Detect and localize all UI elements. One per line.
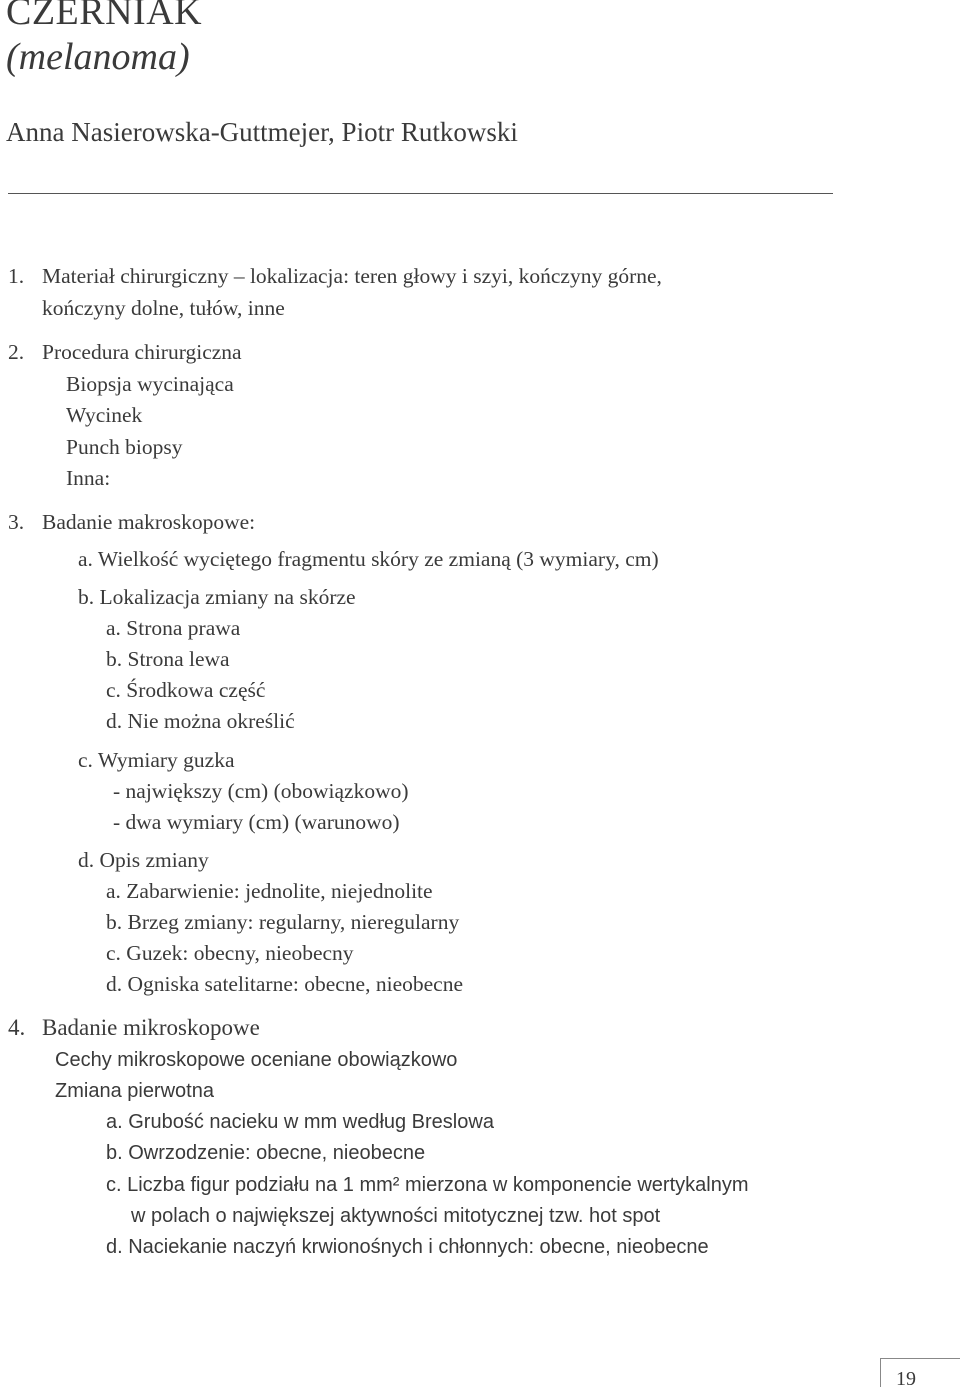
section-1-line-2: kończyny dolne, tułów, inne [42, 296, 285, 320]
document-title: CZERNIAK [6, 0, 203, 33]
section-3-item-d: d. Opis zmiany [78, 848, 209, 872]
location-option: d. Nie można określić [106, 709, 295, 733]
microscopic-item: b. Owrzodzenie: obecne, nieobecne [106, 1142, 426, 1164]
description-option: a. Zabarwienie: jednolite, niejednolite [106, 879, 433, 903]
microscopic-item: a. Grubość nacieku w mm według Breslowa [106, 1111, 494, 1133]
section-2-item: Wycinek [66, 403, 143, 427]
dimension-option: - największy (cm) (obowiązkowo) [113, 779, 409, 803]
page-number: 19 [896, 1368, 916, 1390]
section-2-item: Punch biopsy [66, 435, 183, 459]
description-option: d. Ogniska satelitarne: obecne, nieobecne [106, 972, 463, 996]
section-2-item: Inna: [66, 466, 111, 490]
location-option: a. Strona prawa [106, 616, 241, 640]
dimension-option: - dwa wymiary (cm) (warunowo) [113, 810, 400, 834]
page-number-frame [880, 1358, 960, 1387]
section-3-item-c: c. Wymiary guzka [78, 748, 235, 772]
description-option: b. Brzeg zmiany: regularny, nieregularny [106, 910, 460, 934]
section-2-number: 2. [8, 340, 25, 364]
microscopic-item: d. Naciekanie naczyń krwionośnych i chłonnych: obecne, nieobecne [106, 1236, 709, 1258]
section-4-line-2: Zmiana pierwotna [55, 1080, 214, 1102]
location-option: b. Strona lewa [106, 647, 230, 671]
document-subtitle: (melanoma) [6, 36, 190, 78]
microscopic-item-continuation: w polach o największej aktywności mitotycznej tzw. hot spot [131, 1205, 661, 1227]
microscopic-item: c. Liczba figur podziału na 1 mm² mierzona w komponencie wertykalnym [106, 1174, 749, 1196]
section-3-number: 3. [8, 510, 25, 534]
section-2-heading: Procedura chirurgiczna [42, 340, 242, 364]
authors: Anna Nasierowska-Guttmejer, Piotr Rutkowski [6, 117, 518, 147]
section-2-item: Biopsja wycinająca [66, 372, 234, 396]
description-option: c. Guzek: obecny, nieobecny [106, 941, 354, 965]
section-3-heading: Badanie makroskopowe: [42, 510, 256, 534]
section-1-line-1: Materiał chirurgiczny – lokalizacja: teren głowy i szyi, kończyny górne, [42, 264, 662, 288]
section-4-heading: Badanie mikroskopowe [42, 1015, 260, 1040]
location-option: c. Środkowa część [106, 678, 266, 702]
section-4-number: 4. [8, 1015, 26, 1040]
section-1-number: 1. [8, 264, 25, 288]
section-4-line-1: Cechy mikroskopowe oceniane obowiązkowo [55, 1049, 458, 1071]
section-3-item-a: a. Wielkość wyciętego fragmentu skóry ze zmianą (3 wymiary, cm) [78, 547, 659, 571]
section-3-item-b: b. Lokalizacja zmiany na skórze [78, 585, 356, 609]
header-divider [8, 193, 833, 194]
